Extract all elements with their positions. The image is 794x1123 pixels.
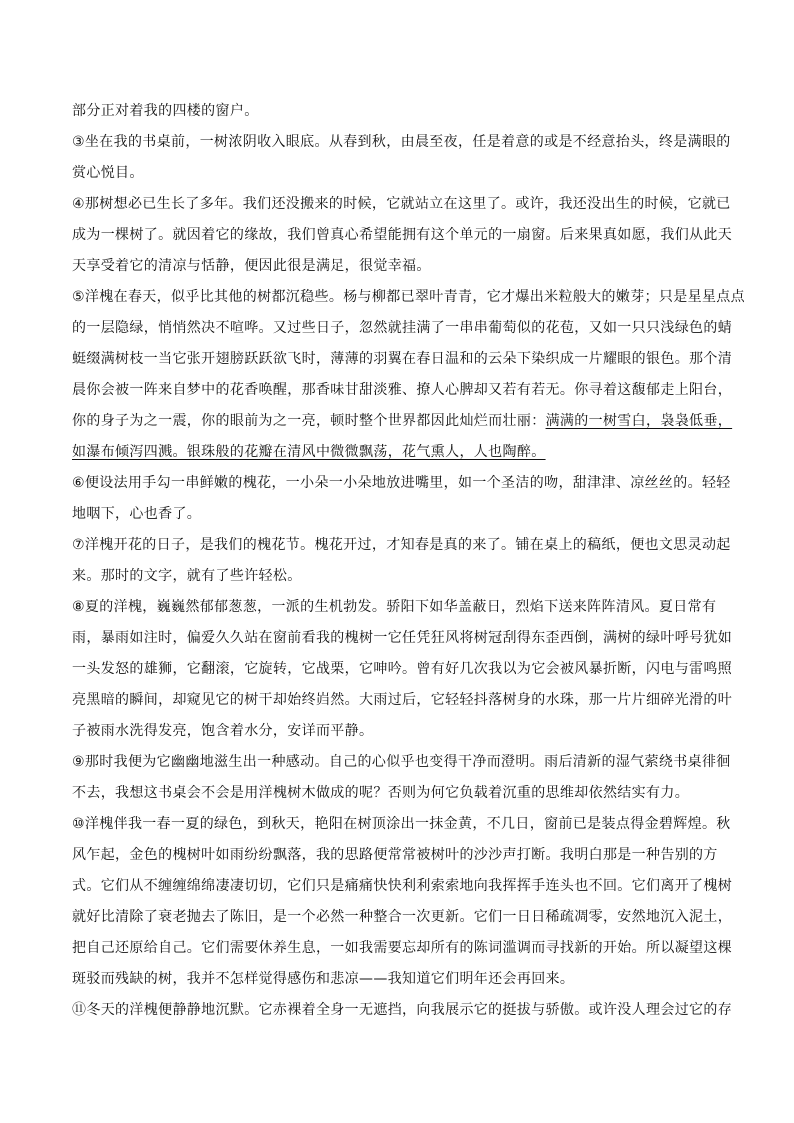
underlined-text: 满满的一树雪白，袅袅低垂，	[545, 413, 733, 429]
text-line: ⑤洋槐在春天，似乎比其他的树都沉稳些。杨与柳都已翠叶青青，它才爆出米粒般大的嫩芽；只是星星点点	[72, 289, 745, 305]
text-line: 成为一棵树了。就因着它的缘故，我们曾真心希望能拥有这个单元的一扇窗。后来果真如愿，我们从此天	[72, 227, 733, 243]
text-line: 晨你会被一阵来自梦中的花香唤醒，那香味甘甜淡雅、撩人心脾却又若有若无。你寻着这馥郁走上阳台，	[72, 382, 733, 398]
text-line: 部分正对着我的四楼的窗户。	[72, 103, 259, 119]
text-line: 子被雨水洗得发亮，饱含着水分，安详而平静。	[72, 723, 374, 739]
text-line: 的一层隐绿，悄悄然决不喧哗。又过些日子，忽然就挂满了一串串葡萄似的花苞，又如一只只浅绿色的蜻	[72, 320, 733, 336]
text-line: 把自己还原给自己。它们需要休养生息，一如我需要忘却所有的陈词滥调而寻找新的开始。所以凝望这棵	[72, 940, 733, 956]
text-line: ⑦洋槐开花的日子，是我们的槐花节。槐花开过，才知春是真的来了。铺在桌上的稿纸，便也文思灵动起	[72, 537, 731, 553]
text-line: 就好比清除了衰老抛去了陈旧，是一个必然一种整合一次更新。它们一日日稀疏凋零，安然地沉入泥土，	[72, 909, 733, 925]
text-line: ④那树想必已生长了多年。我们还没搬来的时候，它就站立在这里了。或许，我还没出生的时候，它就已	[72, 196, 731, 212]
text-line: 不去，我想这书桌会不会是用洋槐树木做成的呢？否则为何它负载着沉重的思维却依然结实有力。	[72, 785, 690, 801]
text-line: 天享受着它的清凉与恬静，便因此很是满足，很觉幸福。	[72, 258, 431, 274]
text-line: ⑨那时我便为它幽幽地滋生出一种感动。自己的心似乎也变得干净而澄明。雨后清新的湿气萦绕书桌徘徊	[72, 754, 731, 770]
text-line: 赏心悦目。	[72, 165, 144, 181]
text-line: 来。那时的文字，就有了些许轻松。	[72, 568, 302, 584]
text-line: 地咽下，心也香了。	[72, 506, 202, 522]
text-line: ③坐在我的书桌前，一树浓阴收入眼底。从春到秋，由晨至夜，任是着意的或是不经意抬头，终是满眼的	[72, 134, 731, 150]
text-line: ⑪冬天的洋槐便静静地沉默。它赤裸着全身一无遮挡，向我展示它的挺拔与骄傲。或许没人理会过它的存	[72, 1002, 733, 1018]
text-line: 斑驳而残缺的树，我并不怎样觉得感伤和悲凉——我知道它们明年还会再回来。	[72, 971, 575, 987]
text-line: ⑧夏的洋槐，巍巍然郁郁葱葱，一派的生机勃发。骄阳下如华盖蔽日，烈焰下送来阵阵清风。夏日常有	[72, 599, 717, 615]
text-line: ⑥便设法用手勾一串鲜嫩的槐花，一小朵一小朵地放进嘴里，如一个圣洁的吻，甜津津、凉丝丝的。轻轻	[72, 475, 731, 491]
text-segment: 你的身子为之一震，你的眼前为之一亮，顿时整个世界都因此灿烂而壮丽：	[72, 413, 546, 429]
text-line: 雨，暴雨如注时，偏爱久久站在窗前看我的槐树一它任凭狂风将树冠刮得东歪西倒，满树的绿叶呼号犹如	[72, 630, 733, 646]
underlined-text-line	[72, 437, 722, 468]
document-page	[72, 96, 745, 1026]
text-line: 一头发怒的雄狮，它翻滚，它旋转，它战栗，它呻吟。曾有好几次我以为它会被风暴折断，闪电与雷鸣照	[72, 661, 733, 677]
text-line: 蜓缀满树枝一当它张开翅膀跃跃欲飞时，薄薄的羽翼在春日温和的云朵下染织成一片耀眼的银色。那个清	[72, 351, 733, 367]
underlined-text: 如瀑布倾泻四溅。银珠般的花瓣在清风中微微飘荡，花气熏人，人也陶醉。	[72, 444, 546, 460]
text-line: ⑩洋槐伴我一春一夏的绿色，到秋天，艳阳在树顶涂出一抹金黄，不几日，窗前已是装点得金碧辉煌。秋	[72, 816, 731, 832]
text-line: 亮黑暗的瞬间，却窥见它的树干却始终岿然。大雨过后，它轻轻抖落树身的水珠，那一片片细碎光滑的叶	[72, 692, 733, 708]
text-line: 式。它们从不缠缠绵绵凄凄切切，它们只是痛痛快快利利索索地向我挥挥手连头也不回。它们离开了槐树	[72, 878, 733, 894]
text-line	[72, 406, 733, 437]
text-line: 风乍起，金色的槐树叶如雨纷纷飘落，我的思路便常常被树叶的沙沙声打断。我明白那是一种告别的方	[72, 847, 718, 863]
